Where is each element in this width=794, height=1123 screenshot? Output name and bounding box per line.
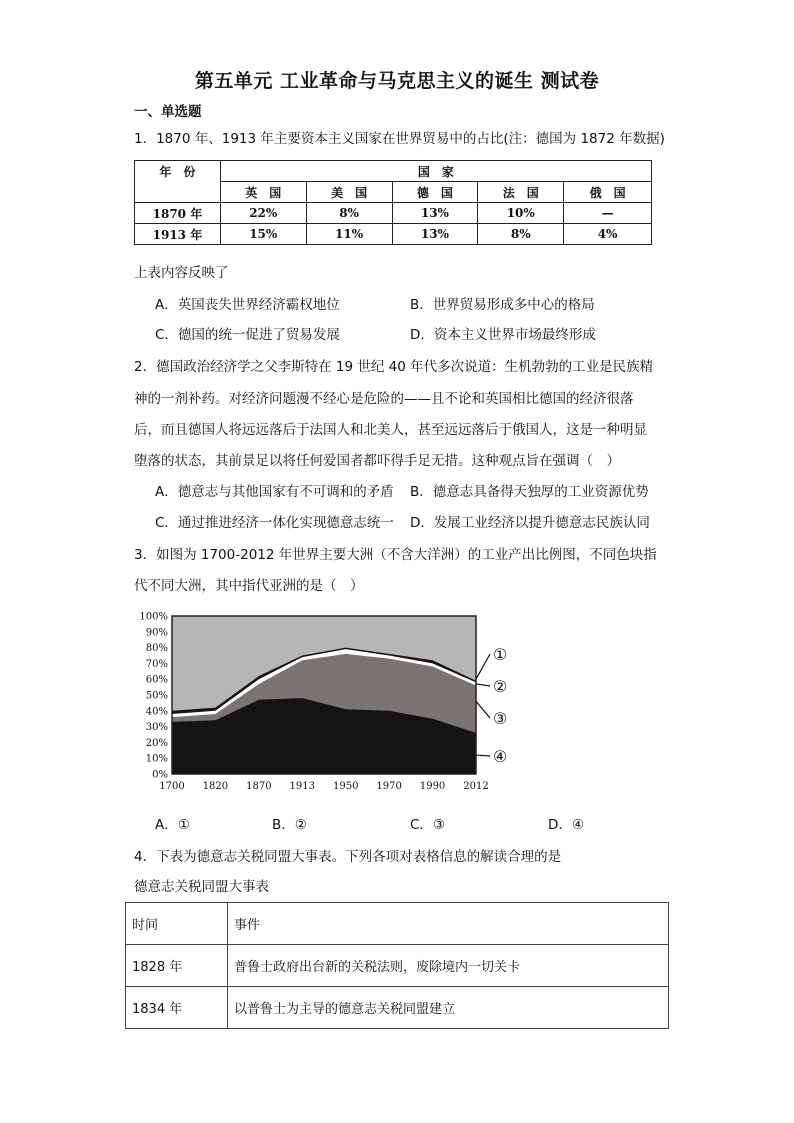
- q4-cell-event: 普鲁士政府出台新的关税法则，废除境内一切关卡: [228, 945, 669, 987]
- q4-cell-time: 1834 年: [126, 987, 228, 1029]
- y-tick-label: 100%: [139, 611, 168, 623]
- y-tick-label: 50%: [145, 690, 168, 702]
- q2-option-d: D．发展工业经济以提升德意志民族认同: [410, 515, 650, 531]
- q3-option-d: D．④: [548, 817, 584, 833]
- q1-cell: 22%: [220, 203, 306, 224]
- x-tick-label: 2012: [463, 781, 489, 792]
- q4-header-event: 事件: [228, 903, 669, 945]
- q2-option-c: C．通过推进经济一体化实现德意志统一: [155, 515, 394, 531]
- y-tick-label: 70%: [145, 658, 168, 670]
- q1-row-year: 1870 年: [135, 203, 221, 224]
- y-tick-label: 90%: [145, 627, 168, 639]
- q4-caption: 德意志关税同盟大事表: [134, 879, 269, 895]
- q1-cell: 4%: [564, 224, 652, 245]
- q2-line: 神的一剂补药。对经济问题漫不经心是危险的——且不论和英国相比德国的经济很落: [134, 391, 634, 407]
- table-row: [126, 987, 669, 1029]
- q3-option-b: B．②: [272, 817, 307, 833]
- q3-option-c: C．③: [410, 817, 446, 833]
- y-tick-label: 10%: [145, 753, 168, 765]
- q2-option-b: B．德意志具备得天独厚的工业资源优势: [410, 484, 649, 500]
- x-tick-label: 1950: [332, 781, 359, 792]
- series-label: ③: [492, 709, 508, 728]
- series-label: ④: [492, 747, 508, 766]
- x-tick-label: 1820: [202, 781, 229, 792]
- x-tick-label: 1990: [419, 781, 446, 792]
- q4-stem: 4．下表为德意志关税同盟大事表。下列各项对表格信息的解读合理的是: [134, 849, 562, 865]
- q1-table: [134, 160, 652, 245]
- q1-cell: 10%: [478, 203, 564, 224]
- q2-line: 后，而且德国人将远远落后于法国人和北美人，甚至远远落后于俄国人，这是一种明显: [134, 422, 647, 438]
- industrial-output-area-chart: [134, 606, 514, 796]
- table-row: [135, 203, 652, 224]
- q4-cell-time: 1828 年: [126, 945, 228, 987]
- q1-option-b: B．世界贸易形成多中心的格局: [410, 297, 595, 313]
- q1-cell: 13%: [392, 224, 478, 245]
- table-row: [126, 903, 669, 945]
- q1-cell: 11%: [306, 224, 392, 245]
- leader-line: [476, 654, 490, 679]
- q3-option-a: A．①: [155, 817, 190, 833]
- y-tick-label: 40%: [145, 706, 168, 718]
- table-row: [126, 945, 669, 987]
- q1-row-year: 1913 年: [135, 224, 221, 245]
- table-row: [135, 224, 652, 245]
- y-tick-label: 20%: [145, 737, 168, 749]
- q1-prompt: 上表内容反映了: [134, 265, 229, 281]
- leader-line: [476, 701, 490, 718]
- q1-option-c: C．德国的统一促进了贸易发展: [155, 327, 340, 343]
- q1-table-country: 俄 国: [564, 182, 652, 203]
- q1-cell: 15%: [220, 224, 306, 245]
- leader-line: [476, 684, 490, 686]
- leader-line: [476, 755, 490, 756]
- q1-option-d: D．资本主义世界市场最终形成: [410, 327, 596, 343]
- q1-table-country: 法 国: [478, 182, 564, 203]
- y-tick-label: 80%: [145, 643, 168, 655]
- series-label: ①: [492, 645, 508, 664]
- x-tick-label: 1970: [376, 781, 402, 792]
- page-title: 第五单元 工业革命与马克思主义的诞生 测试卷: [194, 70, 600, 92]
- q1-stem: 1．1870 年、1913 年主要资本主义国家在世界贸易中的占比(注：德国为 1872 年数据): [134, 131, 665, 147]
- x-tick-label: 1870: [246, 781, 272, 792]
- q4-cell-event: 以普鲁士为主导的德意志关税同盟建立: [228, 987, 669, 1029]
- q1-cell: 13%: [392, 203, 478, 224]
- q1-cell: 8%: [478, 224, 564, 245]
- section-heading: 一、单选题: [134, 104, 202, 120]
- q4-table: [125, 902, 669, 1029]
- x-tick-label: 1913: [289, 781, 316, 792]
- series-label: ②: [492, 677, 508, 696]
- q1-option-a: A．英国丧失世界经济霸权地位: [155, 297, 340, 313]
- y-tick-label: 30%: [145, 722, 168, 734]
- q1-cell: 8%: [306, 203, 392, 224]
- q2-option-a: A．德意志与其他国家有不可调和的矛盾: [155, 484, 394, 500]
- q3-line: 代不同大洲，其中指代亚洲的是（ ）: [134, 578, 364, 594]
- q1-table-country: 美 国: [306, 182, 392, 203]
- q1-table-country: 德 国: [392, 182, 478, 203]
- q1-table-corner: 年 份: [135, 161, 221, 203]
- q1-table-group: 国 家: [220, 161, 651, 182]
- q2-line: 2．德国政治经济学之父李斯特在 19 世纪 40 年代多次说道：生机勃勃的工业是民族精: [134, 359, 654, 375]
- q2-line: 堕落的状态，其前景足以将任何爱国者都吓得手足无措。这种观点旨在强调（ ）: [134, 453, 620, 469]
- q4-header-time: 时间: [126, 903, 228, 945]
- y-tick-label: 60%: [145, 674, 168, 686]
- y-tick-label: 0%: [152, 769, 168, 781]
- q1-table-country: 英 国: [220, 182, 306, 203]
- q1-cell: —: [564, 203, 652, 224]
- x-tick-label: 1700: [159, 781, 185, 792]
- q3-line: 3．如图为 1700-2012 年世界主要大洲（不含大洋洲）的工业产出比例图，不同色块指: [134, 547, 657, 563]
